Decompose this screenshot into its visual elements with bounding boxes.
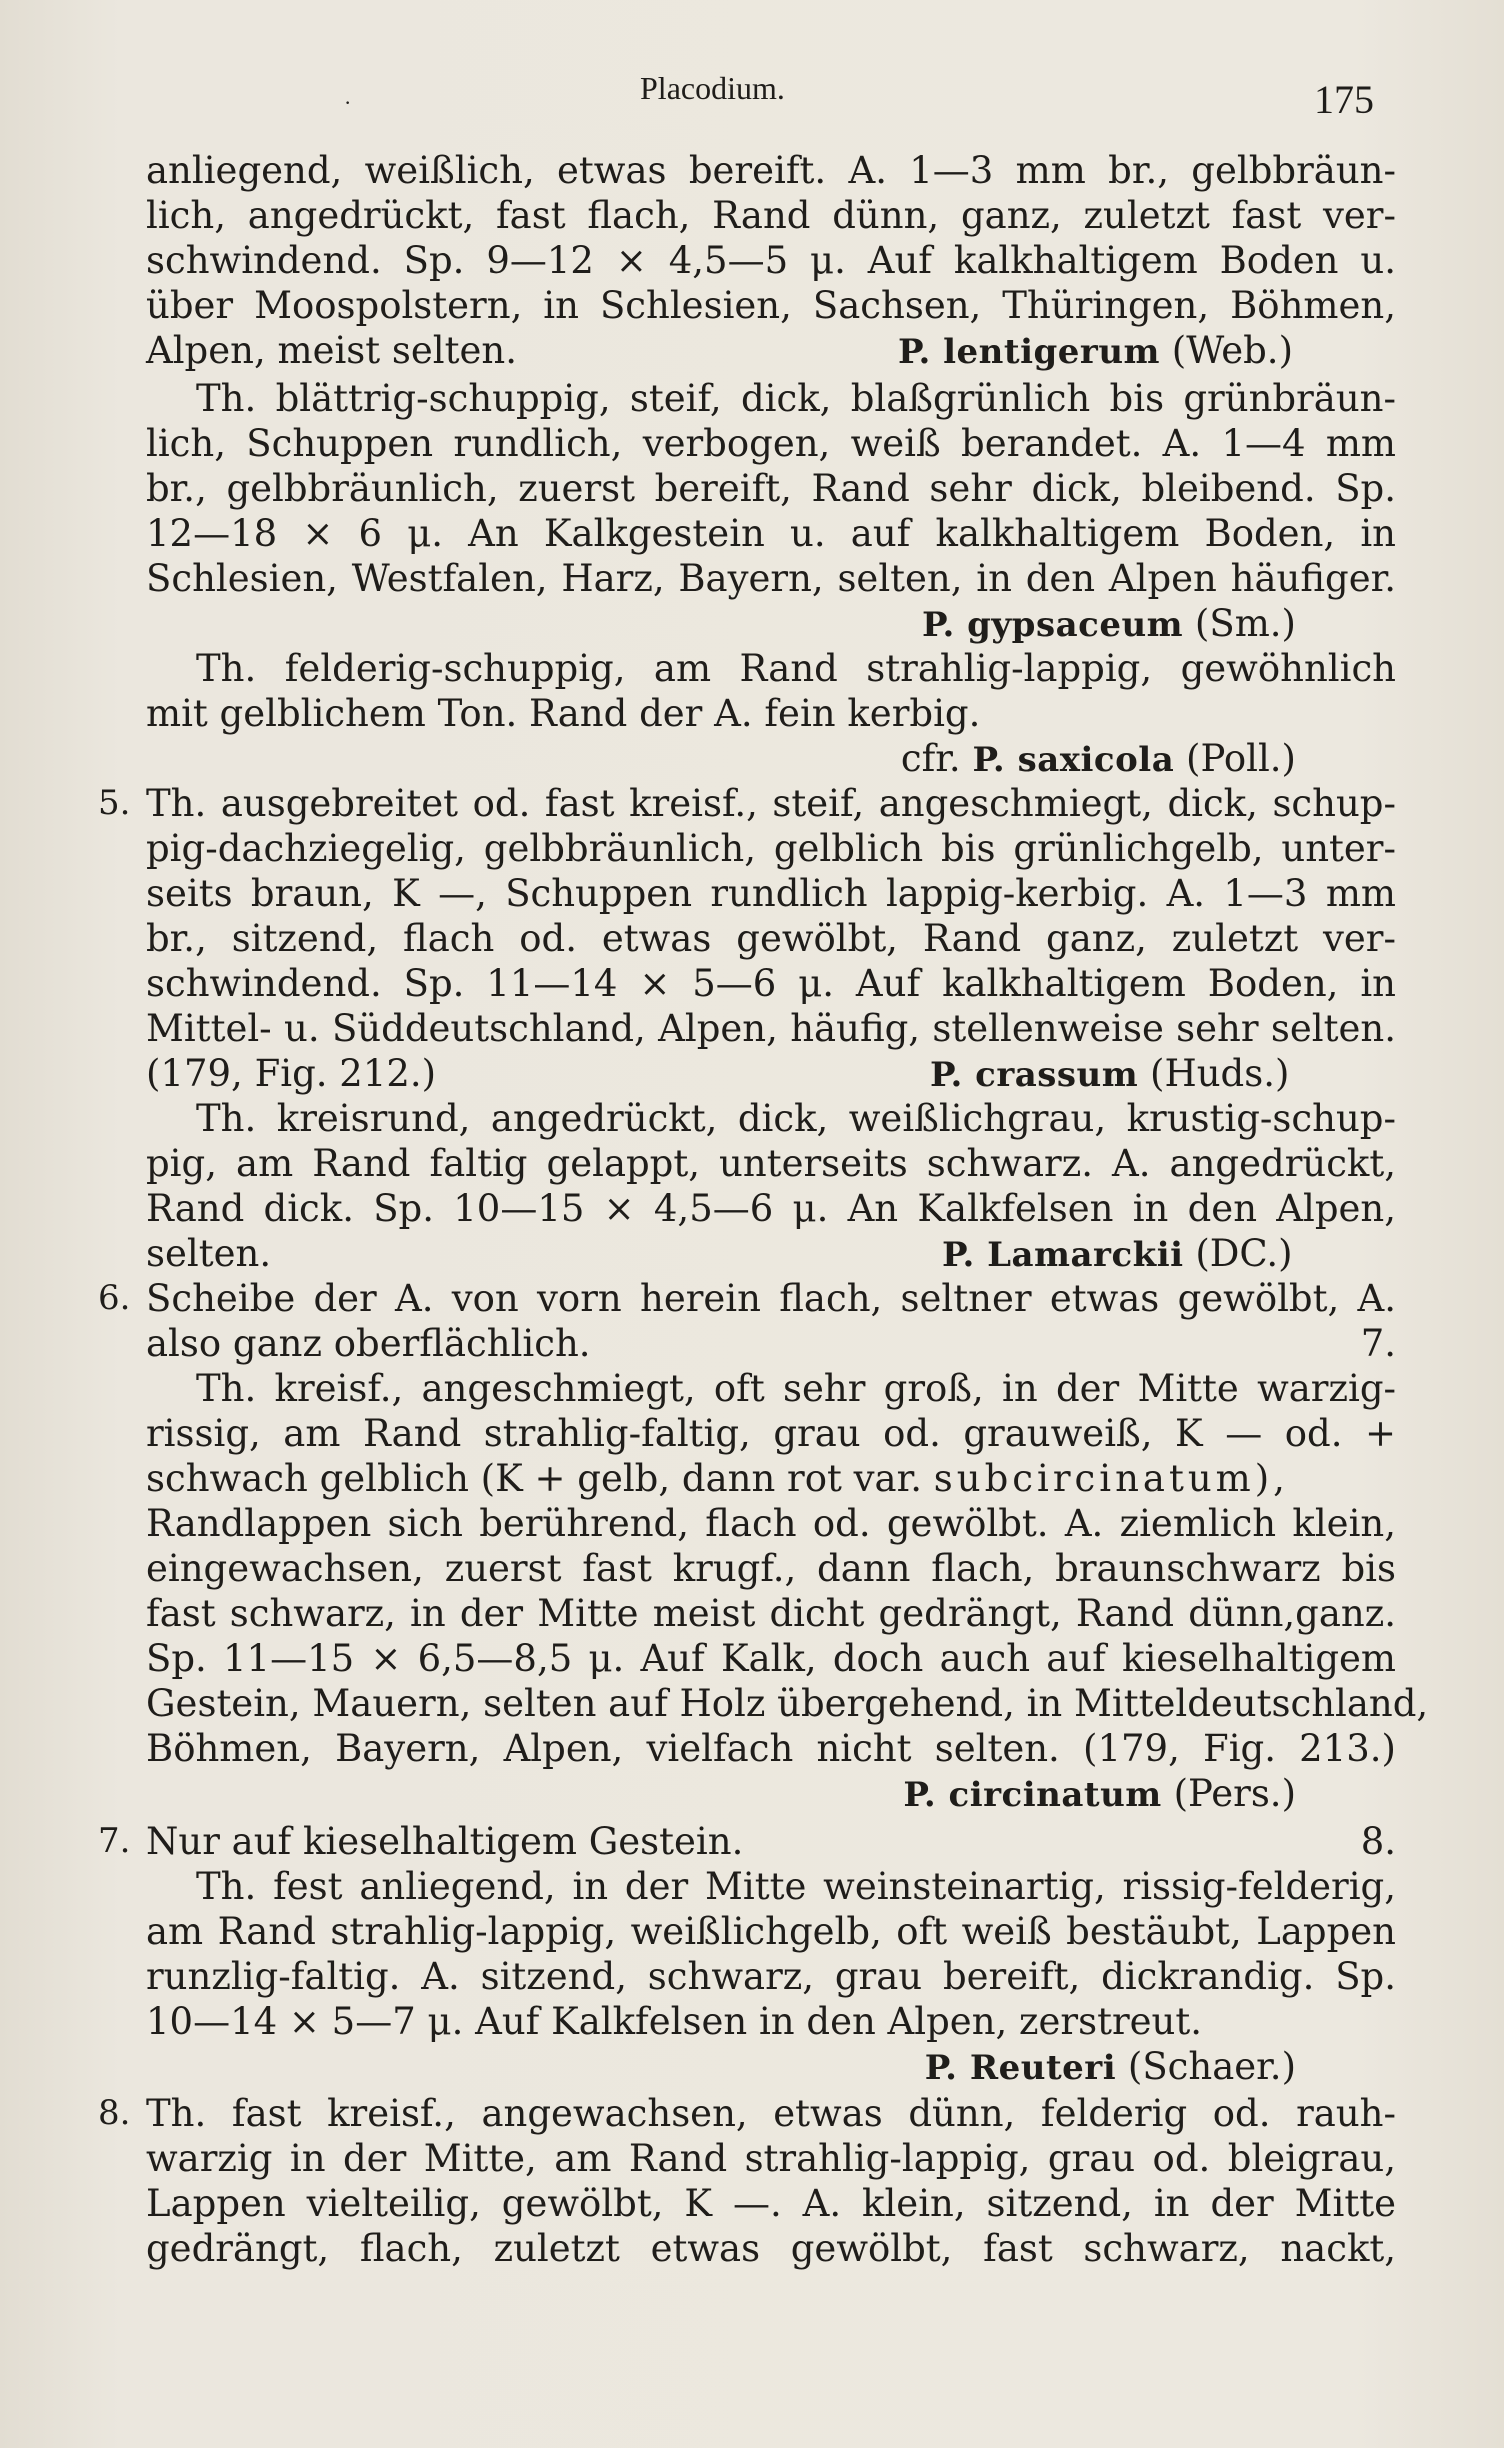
text-line: 12—18 × 6 μ. An Kalkgestein u. auf kalkhaltigem Boden, in [146,512,1396,555]
text-line: Th. kreisrund, angedrückt, dick, weißlichgrau, krustig-schup- [196,1097,1396,1140]
text-line: Th. fest anliegend, in der Mitte weinsteinartig, rissig-felderig, [196,1865,1396,1908]
page-number: 175 [1314,77,1374,122]
text-line: Gestein, Mauern, selten auf Holz übergehend, in Mitteldeutschland, [146,1682,1429,1725]
text-line [146,328,1396,373]
header-title: Placodium. [640,70,785,106]
key-number: 8. [98,2093,131,2133]
text-line-part: Nur auf kieselhaltigem Gestein. [146,1820,744,1863]
text-line: Scheibe der A. von vorn herein flach, seltner etwas gewölbt, A. [146,1277,1396,1320]
header-dot: · [344,90,352,115]
text-line-part: (179, Fig. 212.) [146,1052,437,1095]
key-number: 6. [98,1278,131,1318]
key-number: 5. [98,783,131,823]
text-line: Schlesien, Westfalen, Harz, Bayern, selten, in den Alpen häufiger. [146,557,1396,600]
text-line: Th. felderig-schuppig, am Rand strahlig-lappig, gewöhnlich [196,647,1396,690]
text-line: pig-dachziegelig, gelbbräunlich, gelblich bis grünlichgelb, unter- [146,827,1396,870]
text-line: fast schwarz, in der Mitte meist dicht gedrängt, Rand dünn,ganz. [146,1592,1396,1635]
text-line: rissig, am Rand strahlig-faltig, grau od. grauweiß, K — od. + [146,1412,1396,1455]
text-line: anliegend, weißlich, etwas bereift. A. 1—3 mm br., gelbbräun- [146,149,1396,192]
text-line [146,1456,1396,1501]
text-line: pig, am Rand faltig gelappt, unterseits schwarz. A. angedrückt, [146,1142,1396,1185]
running-header [0,70,1504,130]
species-reuteri: P. Reuteri (Schaer.) [924,2045,1296,2088]
text-line: 10—14 × 5—7 μ. Auf Kalkfelsen in den Alpen, zerstreut. [146,2000,1203,2043]
text-line: schwindend. Sp. 9—12 × 4,5—5 μ. Auf kalkhaltigem Boden u. [146,239,1396,282]
text-line: gedrängt, flach, zuletzt etwas gewölbt, fast schwarz, nackt, [146,2227,1396,2270]
text-line: Lappen vielteilig, gewölbt, K —. A. klein, sitzend, in der Mitte [146,2182,1396,2225]
species-circinatum: P. circinatum (Pers.) [903,1772,1296,1815]
key-ref: 8. [1360,1820,1396,1863]
text-line: Randlappen sich berührend, flach od. gewölbt. A. ziemlich klein, [146,1502,1396,1545]
text-line: br., sitzend, flach od. etwas gewölbt, Rand ganz, zuletzt ver- [146,917,1396,960]
key-number: 7. [98,1821,131,1861]
text-line [146,1819,1396,1864]
text-line: mit gelblichem Ton. Rand der A. fein kerbig. [146,692,981,735]
text-line: am Rand strahlig-lappig, weißlichgelb, oft weiß bestäubt, Lappen [146,1910,1396,1953]
text-line-part: Alpen, meist selten. [146,329,517,372]
text-line: seits braun, K —, Schuppen rundlich lappig-kerbig. A. 1—3 mm [146,872,1396,915]
text-line: Mittel- u. Süddeutschland, Alpen, häufig, stellenweise sehr selten. [146,1007,1396,1050]
text-line: lich, Schuppen rundlich, verbogen, weiß berandet. A. 1—4 mm [146,422,1396,465]
key-ref: 7. [1360,1322,1396,1365]
text-line [146,1051,1396,1096]
text-line: Th. kreisf., angeschmiegt, oft sehr groß, in der Mitte warzig- [196,1367,1396,1410]
text-line [146,1321,1396,1366]
text-line: Rand dick. Sp. 10—15 × 4,5—6 μ. An Kalkfelsen in den Alpen, [146,1187,1396,1230]
species-crassum: P. crassum (Huds.) [930,1052,1290,1095]
text-line: Th. ausgebreitet od. fast kreisf., steif, angeschmiegt, dick, schup- [146,782,1396,825]
text-line: Th. blättrig-schuppig, steif, dick, blaßgrünlich bis grünbräun- [196,377,1396,420]
text-line: Th. fast kreisf., angewachsen, etwas dünn, felderig od. rauh- [146,2092,1396,2135]
species-saxicola: cfr. P. saxicola (Poll.) [900,737,1296,780]
text-line: runzlig-faltig. A. sitzend, schwarz, grau bereift, dickrandig. Sp. [146,1955,1396,1998]
text-line: über Moospolstern, in Schlesien, Sachsen, Thüringen, Böhmen, [146,284,1396,327]
text-line-part: also ganz oberflächlich. [146,1322,591,1365]
text-line: eingewachsen, zuerst fast krugf., dann flach, braunschwarz bis [146,1547,1396,1590]
variety-name: subcircinatum), [933,1457,1289,1500]
text-line: lich, angedrückt, fast flach, Rand dünn, ganz, zuletzt fast ver- [146,194,1396,237]
text-line: warzig in der Mitte, am Rand strahlig-lappig, grau od. bleigrau, [146,2137,1396,2180]
text-line: Sp. 11—15 × 6,5—8,5 μ. Auf Kalk, doch auch auf kieselhaltigem [146,1637,1396,1680]
text-line: schwindend. Sp. 11—14 × 5—6 μ. Auf kalkhaltigem Boden, in [146,962,1396,1005]
text-line-part: selten. [146,1232,272,1275]
text-line [146,1231,1396,1276]
text-line: Böhmen, Bayern, Alpen, vielfach nicht selten. (179, Fig. 213.) [146,1727,1396,1770]
species-lamarckii: P. Lamarckii (DC.) [942,1232,1293,1275]
text-line-part: schwach gelblich (K + gelb, dann rot var. [146,1457,922,1500]
text-line: br., gelbbräunlich, zuerst bereift, Rand sehr dick, bleibend. Sp. [146,467,1396,510]
species-gypsaceum: P. gypsaceum (Sm.) [922,602,1296,645]
species-lentigerum: P. lentigerum (Web.) [898,329,1294,372]
